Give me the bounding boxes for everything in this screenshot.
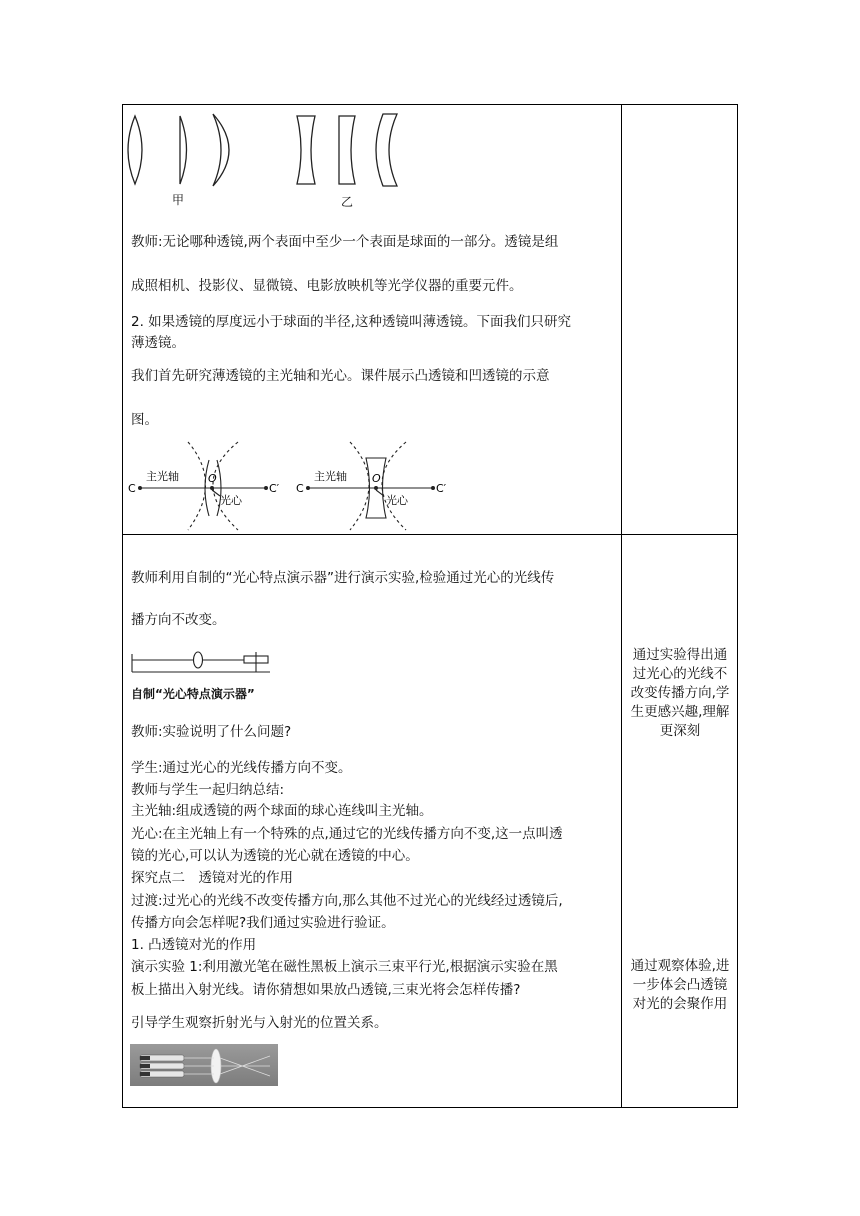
body-line: 引导学生观察折射光与入射光的位置关系。 [131,1015,388,1031]
paragraph-line: 2. 如果透镜的厚度远小于球面的半径,这种透镜叫薄透镜。下面我们只研究 [131,314,571,330]
optical-center-label: 光心 [386,494,408,507]
concave-caption: 乙 [341,195,354,209]
body-line: 板上描出入射光线。请你猜想如果放凸透镜,三束光将会怎样传播? [131,982,521,998]
body-line: 教师:实验说明了什么问题? [131,724,292,740]
o-label: O [208,472,217,485]
subsection-heading: 1. 凸透镜对光的作用 [131,937,257,953]
biconvex-lens [128,116,142,184]
center-pointer [212,490,220,496]
meniscus-concave-lens [376,114,397,186]
plano-convex-lens [180,116,187,184]
plano-concave-lens [339,116,355,184]
pen-cap [140,1056,150,1060]
body-line: 镜的光心,可以认为透镜的光心就在透镜的中心。 [131,848,419,864]
paragraph-line: 薄透镜。 [131,335,185,351]
center-dot [431,486,435,490]
c-left-label: C [128,482,136,495]
paragraph-line: 播方向不改变。 [131,612,226,628]
body-line: 演示实验 1:利用激光笔在磁性黑板上演示三束平行光,根据演示实验在黑 [131,959,558,975]
c-right-label: C′ [436,482,447,495]
center-dot [374,486,378,490]
teaching-note: 通过实验得出通过光心的光线不改变传播方向,学生更感兴趣,理解更深刻 [630,647,730,739]
pen-cap [140,1064,150,1068]
section-heading: 探究点二 透镜对光的作用 [131,870,293,886]
sphere-arc [213,442,238,530]
convex-caption: 甲 [172,193,185,207]
teaching-note: 通过观察体验,进一步体会凸透镜对光的会聚作用 [630,958,730,1012]
body-line: 学生:通过光心的光线传播方向不变。 [131,760,352,776]
paragraph-line: 图。 [131,412,158,428]
pen-cap [140,1072,150,1076]
c-right-label: C′ [269,482,280,495]
center-dot [138,486,142,490]
body-line: 教师与学生一起归纳总结: [131,782,285,798]
axis-label: 主光轴 [146,470,179,483]
biconcave-lens [297,116,315,184]
column-divider [621,105,622,1107]
experiment-photo [130,1044,278,1086]
sphere-arc [188,442,206,530]
body-line: 传播方向会怎样呢?我们通过实验进行验证。 [131,915,395,931]
principal-axis-diagram [128,438,458,533]
paragraph-line: 教师利用自制的“光心特点演示器”进行演示实验,检验通过光心的光线传 [131,570,555,586]
o-label: O [372,472,381,485]
row-divider [123,534,737,535]
optical-center-label: 光心 [220,494,242,507]
axis-label: 主光轴 [314,470,347,483]
lens-types-figure [125,108,415,208]
c-left-label: C [296,482,304,495]
body-line: 光心:在主光轴上有一个特殊的点,通过它的光线传播方向不变,这一点叫透 [131,826,563,842]
center-dot [210,486,214,490]
paragraph-line: 成照相机、投影仪、显微镜、电影放映机等光学仪器的重要元件。 [131,278,523,294]
body-line: 主光轴:组成透镜的两个球面的球心连线叫主光轴。 [131,803,433,819]
paragraph-line: 我们首先研究薄透镜的主光轴和光心。课件展示凸透镜和凹透镜的示意 [131,368,550,384]
device-caption: 自制“光心特点演示器” [131,687,255,701]
center-dot [306,486,310,490]
body-line: 过渡:过光心的光线不改变传播方向,那么其他不过光心的光线经过透镜后, [131,893,563,909]
paragraph-line: 教师:无论哪种透镜,两个表面中至少一个表面是球面的一部分。透镜是组 [131,234,559,250]
lens-ellipse [194,652,203,668]
meniscus-convex-lens [213,114,229,186]
center-dot [264,486,268,490]
